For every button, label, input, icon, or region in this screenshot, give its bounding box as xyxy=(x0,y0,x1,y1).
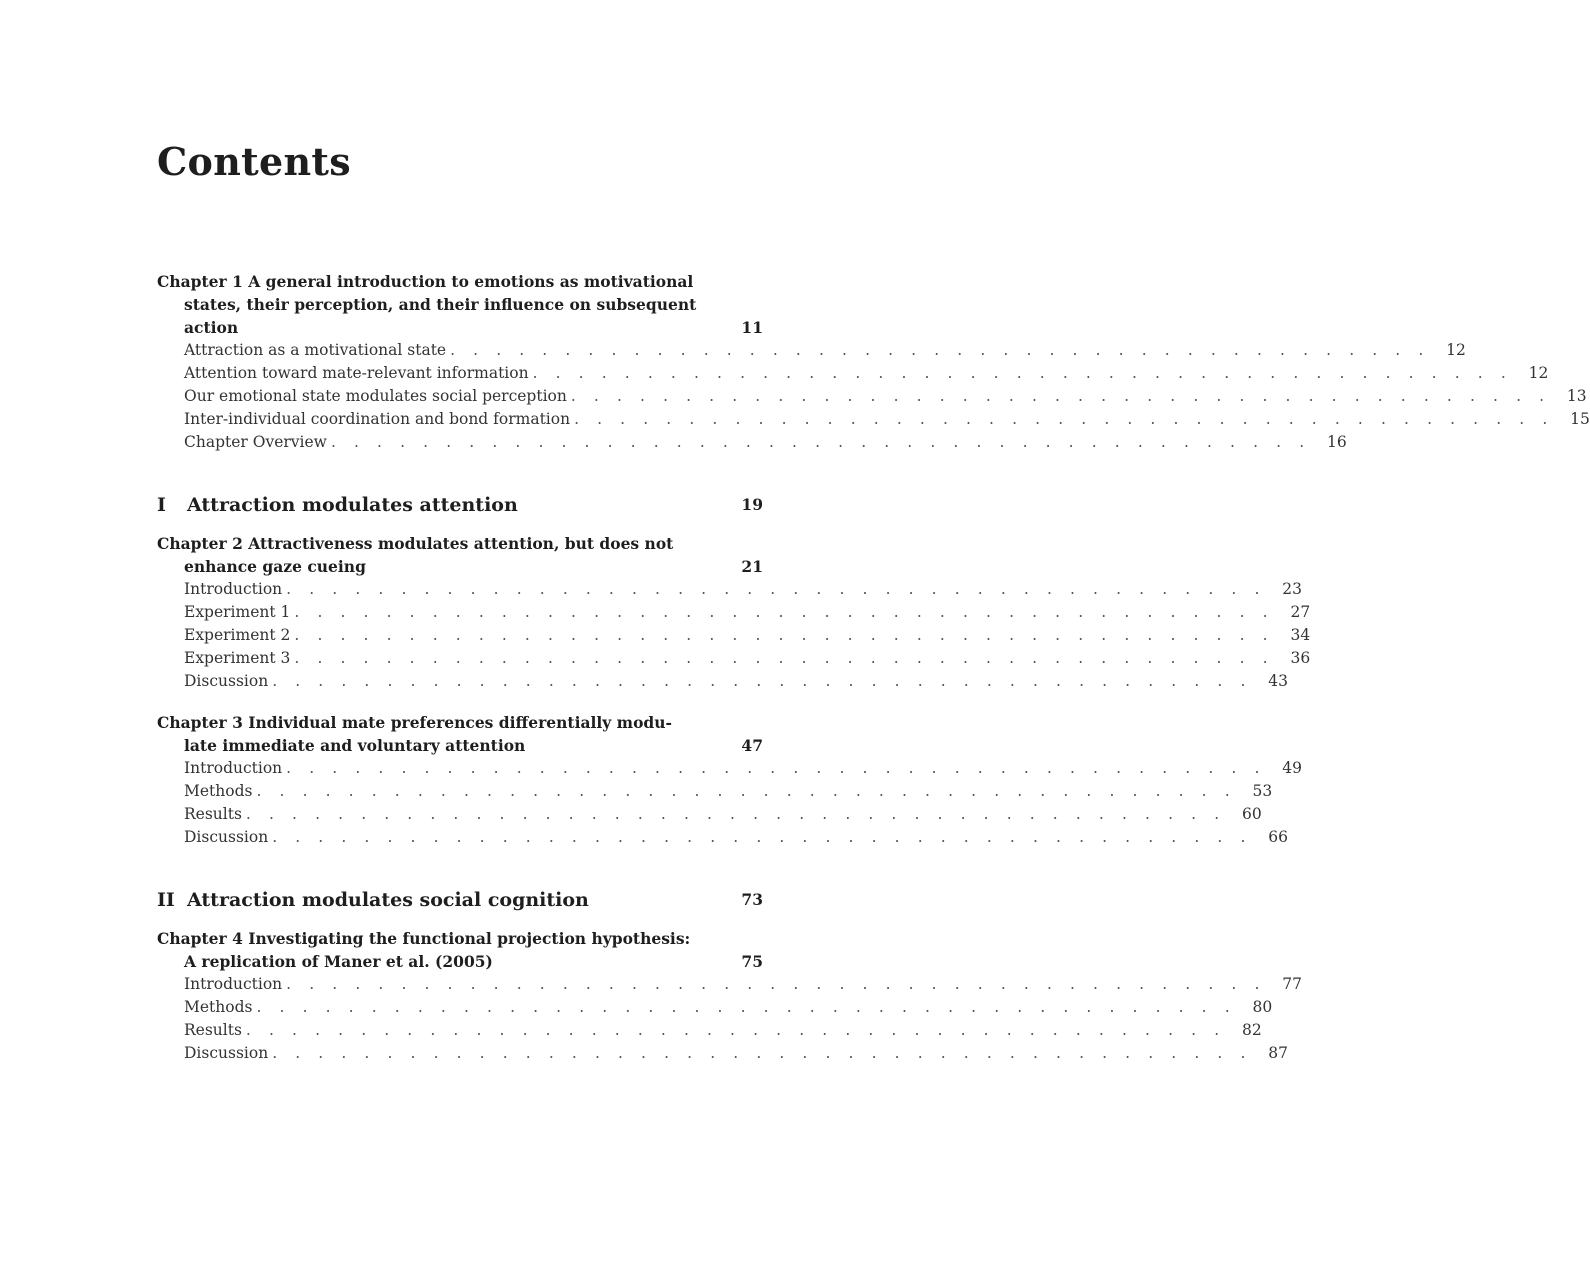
chapter-3 xyxy=(157,711,1302,849)
part-1-heading[interactable] xyxy=(157,490,763,520)
chapter-1 xyxy=(157,270,1590,454)
chapter-2-title-text: enhance gaze cueing xyxy=(184,557,366,576)
dot-leader: . . . . . . . . . . . . . . . . . . . . . . . . . . . . . . . . . . . . . . . . . . . xyxy=(286,759,1266,777)
spacer xyxy=(157,849,763,885)
chapter-3-title-line-2[interactable] xyxy=(157,734,763,757)
entry-page: 12 xyxy=(1528,364,1549,382)
toc-entry[interactable] xyxy=(157,624,1311,647)
entry-page: 27 xyxy=(1290,603,1311,621)
dot-leader: . . . . . . . . . . . . . . . . . . . . . . . . . . . . . . . . . . . . . . . . . . . xyxy=(272,1044,1252,1062)
toc-entry[interactable] xyxy=(157,973,1302,996)
entry-page: 80 xyxy=(1252,998,1273,1016)
part-1-number: I xyxy=(157,494,166,516)
toc-entry[interactable] xyxy=(157,385,1587,408)
toc-entry[interactable] xyxy=(157,826,1288,849)
toc-entry[interactable] xyxy=(157,408,1590,431)
chapter-3-page: 47 xyxy=(741,736,763,755)
entry-title: Discussion xyxy=(184,828,269,846)
entry-title: Experiment 3 xyxy=(184,649,291,667)
toc-entry[interactable] xyxy=(157,780,1273,803)
chapter-2 xyxy=(157,532,1311,693)
dot-leader: . . . . . . . . . . . . . . . . . . . . . . . . . . . . . . . . . . . . . . . . . . . xyxy=(532,364,1513,382)
entry-page: 15 xyxy=(1570,410,1590,428)
dot-leader: . . . . . . . . . . . . . . . . . . . . . . . . . . . . . . . . . . . . . . . . . . . xyxy=(256,998,1237,1016)
spacer xyxy=(157,454,763,490)
toc-entry[interactable] xyxy=(157,578,1302,601)
dot-leader: . . . . . . . . . . . . . . . . . . . . . . . . . . . . . . . . . . . . . . . . . . . xyxy=(570,387,1551,405)
chapter-3-title-line-1[interactable]: Chapter 3 Individual mate preferences differentially modu- xyxy=(157,713,672,732)
chapter-1-page: 11 xyxy=(741,318,763,337)
chapter-4-title-line-1[interactable]: Chapter 4 Investigating the functional projection hypothesis: xyxy=(157,929,691,948)
entry-page: 87 xyxy=(1268,1044,1288,1062)
chapter-1-title-line-2[interactable]: states, their perception, and their influence on subsequent xyxy=(184,295,697,314)
dot-leader: . . . . . . . . . . . . . . . . . . . . . . . . . . . . . . . . . . . . . . . . . . . xyxy=(286,580,1266,598)
dot-leader: . . . . . . . . . . . . . . . . . . . . . . . . . . . . . . . . . . . . . . . . . . . xyxy=(272,828,1252,846)
part-2-heading[interactable] xyxy=(157,885,763,915)
entry-page: 82 xyxy=(1241,1021,1262,1039)
chapter-4 xyxy=(157,927,1302,1065)
page-title: Contents xyxy=(157,139,351,184)
toc-entry[interactable] xyxy=(157,996,1273,1019)
part-1-page: 19 xyxy=(741,495,763,514)
toc-entry[interactable] xyxy=(157,670,1288,693)
toc-entry[interactable] xyxy=(157,1019,1262,1042)
spacer xyxy=(157,693,763,711)
dot-leader: . . . . . . . . . . . . . . . . . . . . . . . . . . . . . . . . . . . . . . . . . . . xyxy=(272,672,1252,690)
chapter-2-title-line-1[interactable]: Chapter 2 Attractiveness modulates attention, but does not xyxy=(157,534,674,553)
entry-title: Experiment 2 xyxy=(184,626,291,644)
part-2-number: II xyxy=(157,889,175,911)
toc-entry[interactable] xyxy=(157,757,1302,780)
entry-title: Results xyxy=(184,1021,242,1039)
dot-leader: . . . . . . . . . . . . . . . . . . . . . . . . . . . . . . . . . . . . . . . . . . . xyxy=(574,410,1554,428)
entry-page: 34 xyxy=(1290,626,1311,644)
entry-page: 13 xyxy=(1566,387,1587,405)
dot-leader: . . . . . . . . . . . . . . . . . . . . . . . . . . . . . . . . . . . . . . . . . . . xyxy=(256,782,1237,800)
entry-page: 53 xyxy=(1252,782,1273,800)
entry-title: Introduction xyxy=(184,580,283,598)
entry-title: Chapter Overview xyxy=(184,433,327,451)
entry-title: Attraction as a motivational state xyxy=(184,341,447,359)
entry-title: Results xyxy=(184,805,242,823)
chapter-1-title-line-1[interactable]: Chapter 1 A general introduction to emotions as motivational xyxy=(157,272,694,291)
chapter-4-title-text: A replication of Maner et al. (2005) xyxy=(184,952,493,971)
chapter-3-title-text: late immediate and voluntary attention xyxy=(184,736,526,755)
entry-page: 43 xyxy=(1268,672,1288,690)
part-2-page: 73 xyxy=(741,890,763,909)
entry-page: 16 xyxy=(1327,433,1347,451)
toc-entry[interactable] xyxy=(157,647,1311,670)
entry-page: 60 xyxy=(1241,805,1262,823)
toc-entry[interactable] xyxy=(157,601,1311,624)
dot-leader: . . . . . . . . . . . . . . . . . . . . . . . . . . . . . . . . . . . . . . . . . . . xyxy=(450,341,1430,359)
dot-leader: . . . . . . . . . . . . . . . . . . . . . . . . . . . . . . . . . . . . . . . . . . . xyxy=(294,603,1275,621)
entry-page: 12 xyxy=(1446,341,1466,359)
part-2-title: Attraction modulates social cognition xyxy=(187,889,589,911)
part-1-title: Attraction modulates attention xyxy=(187,494,518,516)
chapter-4-page: 75 xyxy=(741,952,763,971)
spacer xyxy=(157,915,763,927)
toc-entry[interactable] xyxy=(157,339,1466,362)
entry-title: Methods xyxy=(184,998,253,1016)
chapter-2-page: 21 xyxy=(741,557,763,576)
entry-title: Introduction xyxy=(184,975,283,993)
toc-entry[interactable] xyxy=(157,362,1549,385)
spacer xyxy=(157,520,763,532)
chapter-1-title-text: action xyxy=(184,318,239,337)
toc-entry[interactable] xyxy=(157,803,1262,826)
entry-title: Introduction xyxy=(184,759,283,777)
toc-entry[interactable] xyxy=(157,1042,1288,1065)
table-of-contents xyxy=(157,270,1590,1065)
entry-title: Attention toward mate-relevant information xyxy=(184,364,529,382)
dot-leader: . . . . . . . . . . . . . . . . . . . . . . . . . . . . . . . . . . . . . . . . . . . xyxy=(286,975,1266,993)
entry-title: Methods xyxy=(184,782,253,800)
dot-leader: . . . . . . . . . . . . . . . . . . . . . . . . . . . . . . . . . . . . . . . . . . . xyxy=(294,626,1275,644)
chapter-1-title-line-3[interactable] xyxy=(157,316,763,339)
entry-title: Discussion xyxy=(184,1044,269,1062)
dot-leader: . . . . . . . . . . . . . . . . . . . . . . . . . . . . . . . . . . . . . . . . . . . xyxy=(294,649,1275,667)
entry-page: 66 xyxy=(1268,828,1288,846)
chapter-2-title-line-2[interactable] xyxy=(157,555,763,578)
dot-leader: . . . . . . . . . . . . . . . . . . . . . . . . . . . . . . . . . . . . . . . . . . . xyxy=(245,805,1226,823)
entry-title: Discussion xyxy=(184,672,269,690)
entry-title: Experiment 1 xyxy=(184,603,291,621)
entry-page: 49 xyxy=(1282,759,1302,777)
entry-title: Inter-individual coordination and bond formation xyxy=(184,410,571,428)
entry-page: 36 xyxy=(1290,649,1311,667)
dot-leader: . . . . . . . . . . . . . . . . . . . . . . . . . . . . . . . . . . . . . . . . . . . xyxy=(245,1021,1226,1039)
dot-leader: . . . . . . . . . . . . . . . . . . . . . . . . . . . . . . . . . . . . . . . . . . . xyxy=(330,433,1311,451)
entry-page: 77 xyxy=(1282,975,1302,993)
toc-entry[interactable] xyxy=(157,431,1347,454)
chapter-4-title-line-2[interactable] xyxy=(157,950,763,973)
entry-title: Our emotional state modulates social perception xyxy=(184,387,567,405)
entry-page: 23 xyxy=(1282,580,1302,598)
